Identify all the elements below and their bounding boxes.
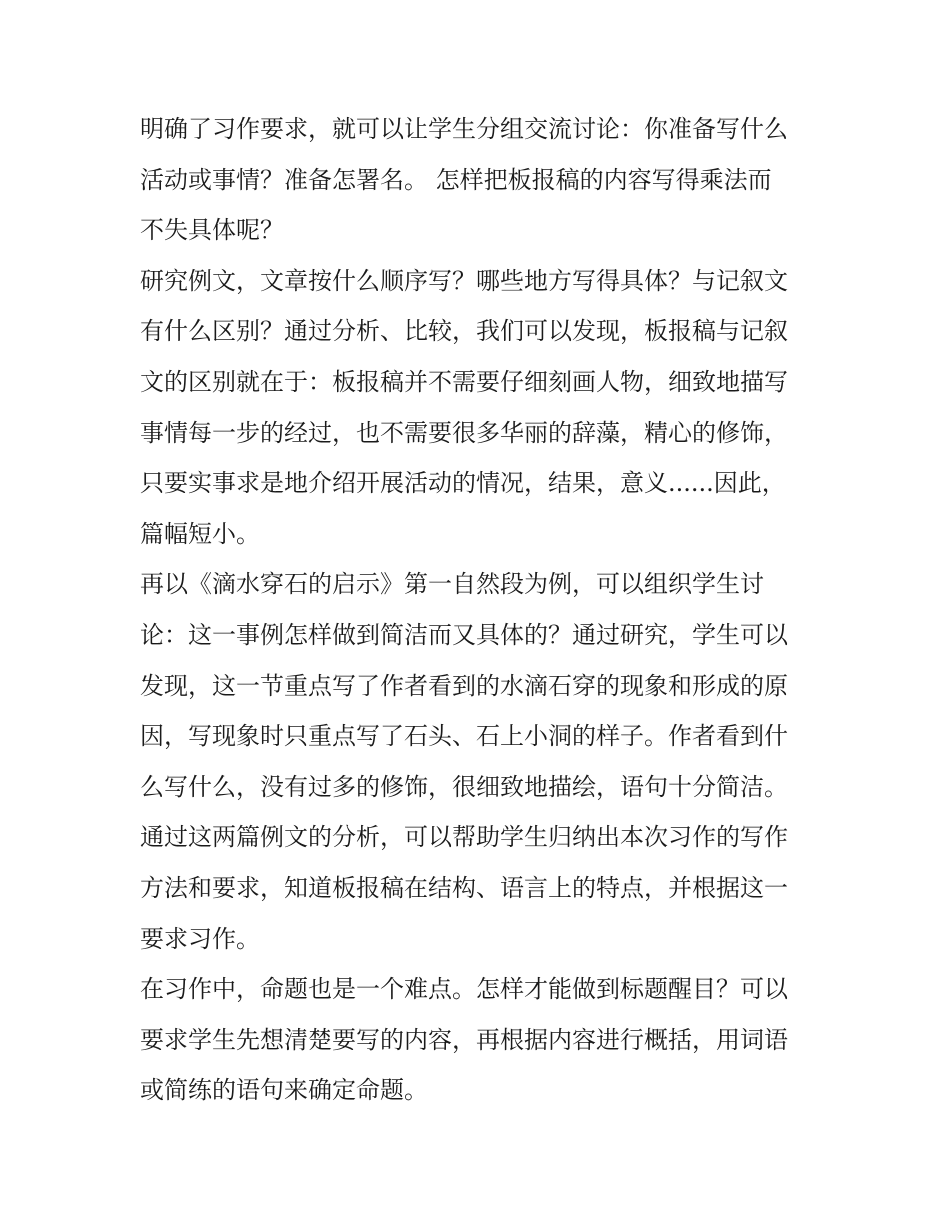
text-line: 要求学生先想清楚要写的内容，再根据内容进行概括，用词语	[140, 1025, 788, 1054]
document-body	[140, 104, 815, 1116]
text-line: 文的区别就在于：板报稿并不需要仔细刻画人物，细致地描写	[140, 367, 788, 396]
paragraph-1	[140, 104, 815, 256]
text-line: 在习作中，命题也是一个难点。怎样才能做到标题醒目？可以	[140, 975, 788, 1004]
paragraph-2	[140, 256, 815, 560]
text-line: 方法和要求，知道板报稿在结构、语言上的特点，并根据这一	[140, 873, 788, 902]
text-line: 研究例文，文章按什么顺序写？哪些地方写得具体？与记叙文	[140, 266, 788, 295]
text-line: 要求习作。	[140, 924, 260, 953]
text-line: 因，写现象时只重点写了石头、石上小洞的样子。作者看到什	[140, 722, 788, 751]
paragraph-4	[140, 812, 815, 964]
text-line: 再以《滴水穿石的启示》第一自然段为例，可以组织学生讨	[140, 570, 764, 599]
text-line: 论：这一事例怎样做到简洁而又具体的？通过研究，学生可以	[140, 620, 788, 649]
paragraph-3	[140, 559, 815, 812]
text-line: 通过这两篇例文的分析，可以帮助学生归纳出本次习作的写作	[140, 823, 788, 852]
text-line: 么写什么，没有过多的修饰，很细致地描绘，语句十分简洁。	[140, 772, 788, 801]
text-line: 不失具体呢？	[140, 216, 284, 245]
text-line: 有什么区别？通过分析、比较，我们可以发现，板报稿与记叙	[140, 317, 788, 346]
text-line: 事情每一步的经过，也不需要很多华丽的辞藻，精心的修饰，	[140, 418, 788, 447]
text-line: 活动或事情？准备怎署名。 怎样把板报稿的内容写得乘法而	[140, 165, 772, 194]
text-line: 发现，这一节重点写了作者看到的水滴石穿的现象和形成的原	[140, 671, 788, 700]
text-line: 只要实事求是地介绍开展活动的情况，结果，意义......因此，	[140, 469, 786, 498]
text-line: 或简练的语句来确定命题。	[140, 1076, 428, 1105]
paragraph-5	[140, 964, 815, 1116]
text-line: 明确了习作要求，就可以让学生分组交流讨论：你准备写什么	[140, 115, 788, 143]
text-line: 篇幅短小。	[140, 519, 260, 548]
